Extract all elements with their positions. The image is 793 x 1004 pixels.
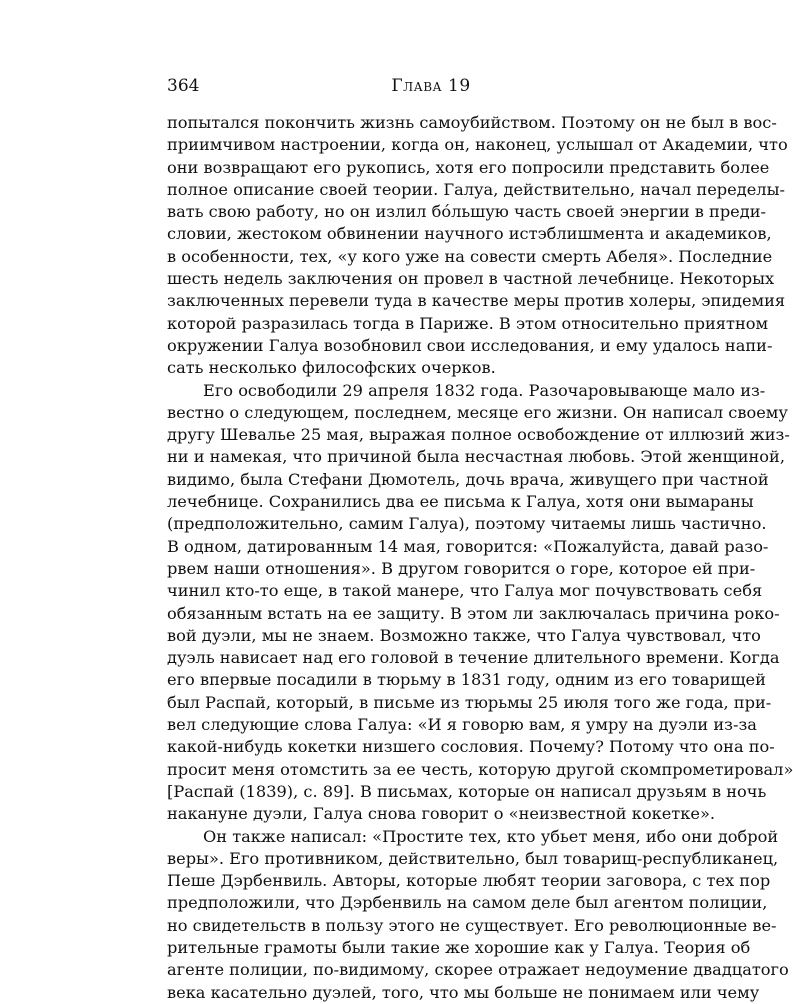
text-line: просит меня отомстить за ее честь, которую другой скомпрометировал» [167,759,793,779]
text-line: дуэль нависает над его головой в течение длительного времени. Когда [167,648,780,668]
text-line: шесть недель заключения он провел в частной лечебнице. Некоторых [167,269,775,289]
text-line: лечебнице. Сохранились два ее письма к Галуа, хотя они вымараны [167,492,754,512]
text-line: полное описание своей теории. Галуа, действительно, начал переделы- [167,179,785,199]
text-line: Пеше Дэрбенвиль. Авторы, которые любят теории заговора, с тех пор [167,871,771,891]
text-line: его впервые посадили в тюрьму в 1831 году, одним из его товарищей [167,670,766,690]
text-line: окружении Галуа возобновил свои исследования, и ему удалось напи- [167,335,773,355]
text-line: рвем наши отношения». В другом говорится о горе, которое ей при- [167,558,756,578]
text-line: рительные грамоты были такие же хорошие как у Галуа. Теория об [167,937,751,957]
text-line: века касательно дуэлей, того, что мы больше не понимаем или чему [167,982,760,1002]
text-line: был Распай, который, в письме из тюрьмы 25 июля того же года, при- [167,692,772,712]
text-line: (предположительно, самим Галуа), поэтому читаемы лишь частично. [167,514,767,534]
paragraph [167,380,793,826]
text-line: обязанным встать на ее защиту. В этом ли заключалась причина роко- [167,603,780,623]
text-line: веры». Его противником, действительно, был товарищ-республиканец, [167,848,779,868]
text-line: но свидетельств в пользу этого не существует. Его революционные ве- [167,915,777,935]
running-head [167,75,695,97]
text-line: чинил кто-то еще, в такой манере, что Галуа мог почувствовать себя [167,581,763,601]
chapter-title: Глава 19 [391,76,471,96]
text-line: вестно о следующем, последнем, месяце его жизни. Он написал своему [167,402,788,422]
text-line: вать свою работу, но он излил бóльшую часть своей энергии в преди- [167,202,766,222]
body-text [167,112,793,1004]
paragraph [167,826,789,1004]
text-line: накануне дуэли, Галуа снова говорит о «неизвестной кокетке». [167,804,716,824]
text-line: которой разразилась тогда в Париже. В этом относительно приятном [167,313,769,333]
text-line: приимчивом настроении, когда он, наконец, услышал от Академии, что [167,135,788,155]
text-line: вел следующие слова Галуа: «И я говорю вам, я умру на дуэли из-за [167,715,757,735]
text-line: Он также написал: «Простите тех, кто убьет меня, ибо они доброй [203,826,779,846]
text-line: какой-нибудь кокетки низшего сословия. Почему? Потому что она по- [167,737,775,757]
text-line: словии, жестоком обвинении научного истэблишмента и академиков, [167,224,772,244]
text-line: сать несколько философских очерков. [167,358,496,378]
text-line: видимо, была Стефани Дюмотель, дочь врача, живущего при частной [167,469,769,489]
paragraph [167,112,788,380]
text-line: Его освободили 29 апреля 1832 года. Разочаровывающе мало из- [203,380,766,400]
text-line: предположили, что Дэрбенвиль на самом деле был агентом полиции, [167,893,768,913]
text-line: агенте полиции, по-видимому, скорее отражает недоумение двадцатого [167,960,789,980]
text-line: заключенных перевели туда в качестве меры против холеры, эпидемия [167,291,786,311]
text-line: в особенности, тех, «у кого уже на совести смерть Абеля». Последние [167,246,773,266]
text-line: [Распай (1839), с. 89]. В письмах, которые он написал друзьям в ночь [167,781,767,801]
text-line: ни и намекая, что причиной была несчастная любовь. Этой женщиной, [167,447,785,467]
page-number: 364 [167,76,200,96]
text-line: они возвращают его рукопись, хотя его попросили представить более [167,157,770,177]
text-line: В одном, датированным 14 мая, говорится: «Пожалуйста, давай разо- [167,536,769,556]
text-line: другу Шевалье 25 мая, выражая полное освобождение от иллюзий жиз- [167,425,790,445]
text-line: попытался покончить жизнь самоубийством. Поэтому он не был в вос- [167,113,777,132]
text-line: вой дуэли, мы не знаем. Возможно также, что Галуа чувствовал, что [167,625,761,645]
